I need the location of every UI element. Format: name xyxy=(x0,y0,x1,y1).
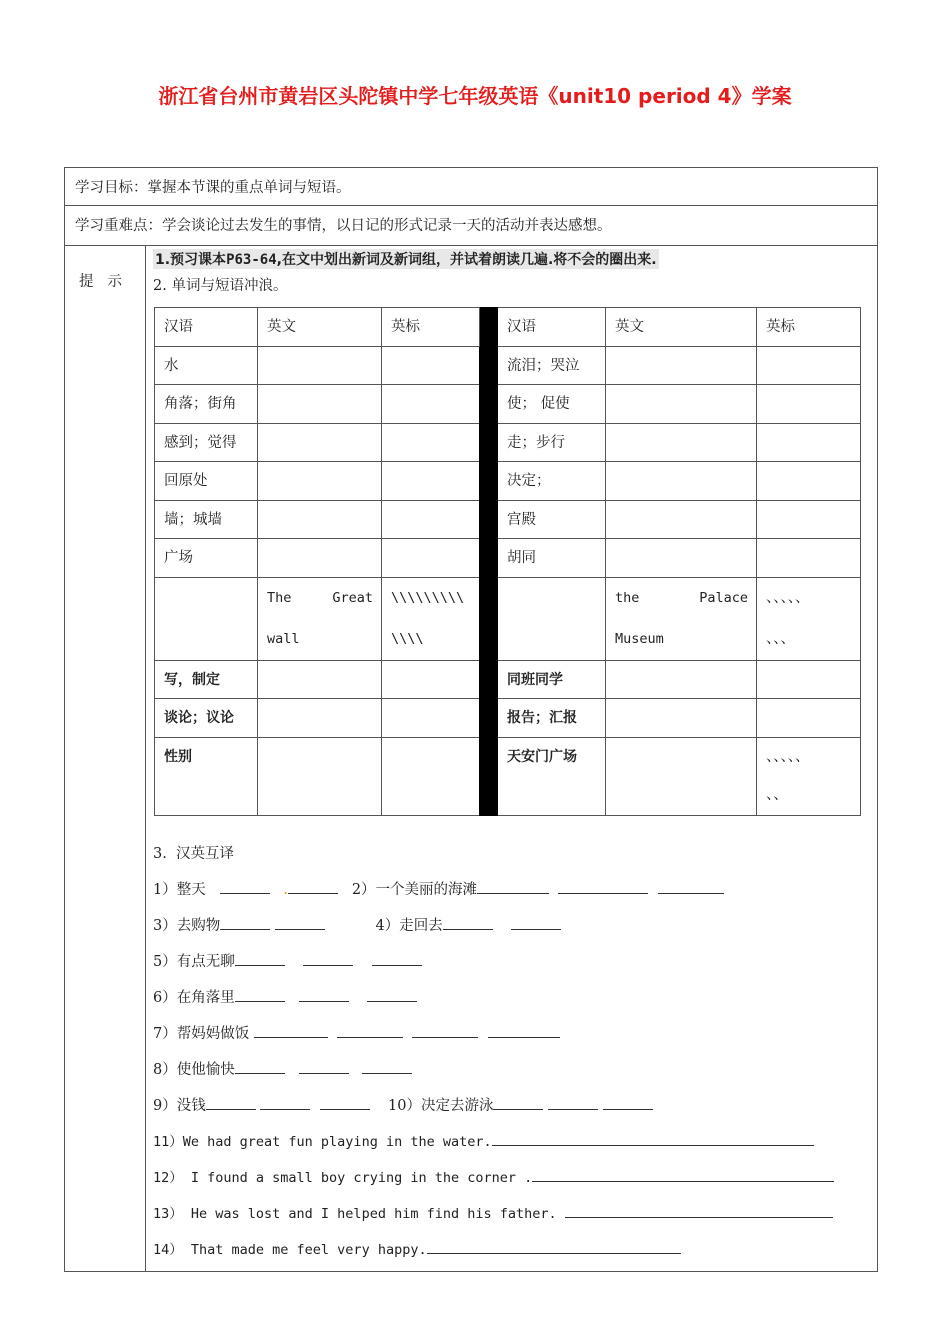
answer-cell[interactable] xyxy=(757,501,861,539)
vocab-row xyxy=(155,699,861,738)
answer-blank[interactable] xyxy=(477,879,549,894)
answer-blank[interactable] xyxy=(511,915,561,930)
exercise-item: 2）一个美丽的海滩 xyxy=(351,882,478,898)
answer-blank[interactable] xyxy=(558,879,648,894)
answer-cell[interactable] xyxy=(606,501,757,539)
answer-cell[interactable] xyxy=(258,661,382,699)
answer-cell[interactable] xyxy=(757,462,861,501)
phonetic-marks: 、、、、、 xyxy=(766,590,810,606)
answer-blank[interactable] xyxy=(565,1203,833,1218)
answer-cell[interactable] xyxy=(757,699,861,738)
divider xyxy=(65,205,877,206)
step1-pages: P63-64 xyxy=(226,252,277,268)
answer-cell[interactable] xyxy=(498,578,606,661)
answer-blank[interactable] xyxy=(492,1131,814,1146)
exercise-item: 4）走回去 xyxy=(375,918,443,934)
answer-blank[interactable] xyxy=(220,915,270,930)
answer-blank[interactable] xyxy=(532,1167,834,1182)
exercise-item: 9）没钱 xyxy=(153,1098,206,1114)
header-cell: 英文 xyxy=(606,308,757,347)
answer-blank[interactable] xyxy=(548,1095,598,1110)
vocab-row-landmarks xyxy=(155,578,861,661)
phonetic-marks: \\\\\\\\\ xyxy=(391,590,465,606)
exercise-item: 7）帮妈妈做饭 xyxy=(153,1026,250,1042)
hint-label: 提示 xyxy=(79,274,136,290)
answer-cell[interactable] xyxy=(606,661,757,699)
answer-cell[interactable] xyxy=(258,385,382,424)
answer-cell[interactable] xyxy=(382,385,480,424)
word: the xyxy=(615,590,640,606)
exercise-row xyxy=(153,1022,560,1043)
answer-blank[interactable] xyxy=(235,1059,285,1074)
cn-cell: 性别 xyxy=(155,738,258,816)
exercise-item: 14） That made me feel very happy. xyxy=(153,1242,427,1258)
cn-cell: 走；步行 xyxy=(498,424,606,462)
answer-cell[interactable] xyxy=(757,539,861,578)
answer-blank[interactable] xyxy=(303,951,353,966)
cn-cell: 使； 促使 xyxy=(498,385,606,424)
answer-blank[interactable] xyxy=(427,1239,681,1254)
answer-blank[interactable] xyxy=(362,1059,412,1074)
exercise-row xyxy=(153,1094,653,1115)
exercise-row: 1）整天 . 2）一个美丽的海滩 xyxy=(153,878,724,899)
answer-blank[interactable] xyxy=(299,1059,349,1074)
answer-cell[interactable] xyxy=(258,501,382,539)
answer-blank[interactable] xyxy=(412,1023,478,1038)
cn-cell: 写，制定 xyxy=(155,661,258,699)
vocab-row xyxy=(155,462,861,501)
learning-goal: 学习目标：掌握本节课的重点单词与短语。 xyxy=(75,180,351,196)
answer-blank[interactable] xyxy=(260,1095,310,1110)
header-cell: 英标 xyxy=(757,308,861,347)
phonetic-marks: \\\\ xyxy=(391,631,424,647)
answer-cell[interactable] xyxy=(606,699,757,738)
word: Museum xyxy=(615,631,664,647)
vocab-row xyxy=(155,385,861,424)
answer-cell[interactable] xyxy=(258,424,382,462)
answer-cell[interactable] xyxy=(382,661,480,699)
header-cell: 英标 xyxy=(382,308,480,347)
cn-cell: 感到；觉得 xyxy=(155,424,258,462)
vocab-row xyxy=(155,661,861,699)
great-wall-cell xyxy=(258,578,382,661)
phonetic-cell xyxy=(757,578,861,661)
answer-blank[interactable] xyxy=(443,915,493,930)
vocab-table xyxy=(154,307,861,816)
cn-cell: 谈论；议论 xyxy=(155,699,258,738)
answer-cell[interactable] xyxy=(382,347,480,385)
answer-cell[interactable] xyxy=(258,462,382,501)
answer-cell[interactable] xyxy=(606,539,757,578)
cn-cell: 宫殿 xyxy=(498,501,606,539)
answer-cell[interactable] xyxy=(757,385,861,424)
learning-focus: 学习重难点：学会谈论过去发生的事情，以日记的形式记录一天的活动并表达感想。 xyxy=(75,218,612,234)
palace-museum-cell xyxy=(606,578,757,661)
answer-blank[interactable] xyxy=(235,987,285,1002)
answer-blank[interactable] xyxy=(206,1095,256,1110)
vocab-row xyxy=(155,501,861,539)
phonetic-marks: 、、、 xyxy=(766,631,795,647)
divider xyxy=(65,245,877,246)
exercise-item: 8）使他愉快 xyxy=(153,1062,235,1078)
cn-cell: 广场 xyxy=(155,539,258,578)
vocab-row xyxy=(155,539,861,578)
column-divider xyxy=(145,245,146,1271)
word: Palace xyxy=(699,590,748,606)
exercise-item: 6）在角落里 xyxy=(153,990,235,1006)
phonetic-marks: 、、 xyxy=(766,787,788,803)
answer-blank[interactable] xyxy=(337,1023,403,1038)
answer-blank[interactable] xyxy=(488,1023,560,1038)
exercise-item: 10）决定去游泳 xyxy=(388,1098,494,1114)
answer-cell[interactable] xyxy=(606,424,757,462)
vocab-row xyxy=(155,738,861,816)
answer-cell[interactable] xyxy=(155,578,258,661)
header-cell: 汉语 xyxy=(498,308,606,347)
vocab-row xyxy=(155,424,861,462)
step1-text-rest: ,在文中划出新词及新词组，并试着朗读几遍.将不会的圈出来. xyxy=(276,252,657,268)
cn-cell: 报告；汇报 xyxy=(498,699,606,738)
answer-blank[interactable] xyxy=(367,987,417,1002)
answer-blank[interactable] xyxy=(372,951,422,966)
answer-cell[interactable] xyxy=(258,347,382,385)
answer-cell[interactable] xyxy=(757,424,861,462)
answer-cell[interactable] xyxy=(382,462,480,501)
exercise-row xyxy=(153,1166,834,1186)
word: wall xyxy=(267,631,300,647)
vocab-header-row xyxy=(155,308,861,347)
vocab-instruction: 2. 单词与短语冲浪。 xyxy=(153,278,288,294)
worksheet-table xyxy=(64,167,878,1272)
exercise-row xyxy=(153,1058,412,1079)
cn-cell: 天安门广场 xyxy=(498,738,606,816)
step1-text: 1.预习课本 xyxy=(155,252,227,268)
cn-cell: 回原处 xyxy=(155,462,258,501)
answer-blank[interactable] xyxy=(658,879,724,894)
cn-cell: 角落；街角 xyxy=(155,385,258,424)
answer-cell[interactable] xyxy=(382,539,480,578)
answer-cell[interactable] xyxy=(382,699,480,738)
answer-blank[interactable] xyxy=(235,951,285,966)
answer-cell[interactable] xyxy=(606,385,757,424)
exercise-row xyxy=(153,986,417,1007)
preview-instruction xyxy=(153,249,659,269)
cn-cell: 流泪；哭泣 xyxy=(498,347,606,385)
answer-cell[interactable] xyxy=(757,347,861,385)
exercise-row xyxy=(153,914,561,935)
word: The xyxy=(267,590,292,606)
exercise-row xyxy=(153,1202,833,1222)
answer-cell[interactable] xyxy=(382,424,480,462)
answer-blank[interactable] xyxy=(299,987,349,1002)
answer-blank[interactable] xyxy=(603,1095,653,1110)
exercise-item: 1）整天 xyxy=(153,882,206,898)
exercise-row xyxy=(153,1238,681,1258)
answer-blank[interactable] xyxy=(320,1095,370,1110)
phonetic-cell xyxy=(757,738,861,816)
answer-cell[interactable] xyxy=(258,539,382,578)
exercise-item: 5）有点无聊 xyxy=(153,954,235,970)
answer-cell[interactable] xyxy=(258,738,382,816)
answer-blank[interactable] xyxy=(493,1095,543,1110)
answer-cell[interactable] xyxy=(382,501,480,539)
phonetic-marks: 、、、、、 xyxy=(766,749,810,765)
translate-title: 3. 汉英互译 xyxy=(153,846,235,862)
vocab-row xyxy=(155,347,861,385)
answer-blank[interactable] xyxy=(288,879,338,894)
exercise-item: 11）We had great fun playing in the water. xyxy=(153,1134,492,1150)
answer-cell[interactable] xyxy=(606,462,757,501)
cn-cell: 水 xyxy=(155,347,258,385)
answer-blank[interactable] xyxy=(254,1023,328,1038)
answer-cell[interactable] xyxy=(606,347,757,385)
exercise-item: 13） He was lost and I helped him find his father. xyxy=(153,1206,557,1222)
cn-cell: 墙；城墙 xyxy=(155,501,258,539)
cn-cell: 胡同 xyxy=(498,539,606,578)
answer-cell[interactable] xyxy=(258,699,382,738)
phonetic-cell xyxy=(382,578,480,661)
black-separator xyxy=(480,308,498,816)
answer-blank[interactable] xyxy=(220,879,270,894)
cn-cell: 同班同学 xyxy=(498,661,606,699)
answer-cell[interactable] xyxy=(757,661,861,699)
answer-cell[interactable] xyxy=(606,738,757,816)
answer-cell[interactable] xyxy=(382,738,480,816)
header-cell: 汉语 xyxy=(155,308,258,347)
exercise-item: 3）去购物 xyxy=(153,918,221,934)
exercise-item: 12） I found a small boy crying in the corner . xyxy=(153,1170,533,1186)
exercise-row xyxy=(153,950,422,971)
exercise-row xyxy=(153,1130,814,1150)
header-cell: 英文 xyxy=(258,308,382,347)
page-title: 浙江省台州市黄岩区头陀镇中学七年级英语《unit10 period 4》学案 xyxy=(158,84,792,108)
word: Great xyxy=(332,590,373,606)
answer-blank[interactable] xyxy=(275,915,325,930)
cn-cell: 决定； xyxy=(498,462,606,501)
